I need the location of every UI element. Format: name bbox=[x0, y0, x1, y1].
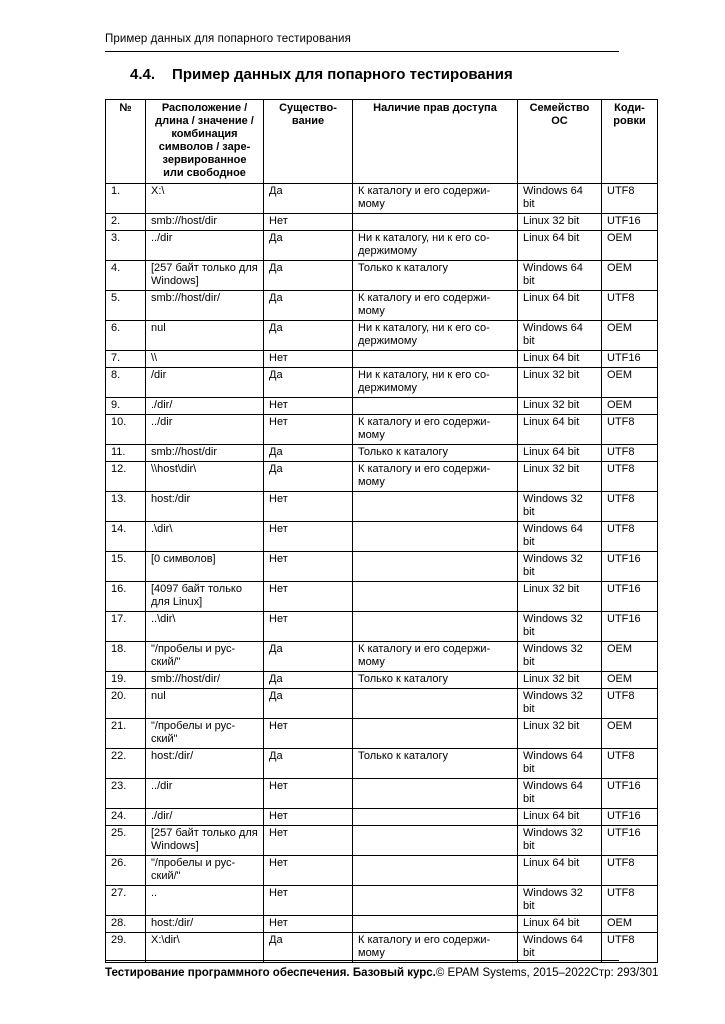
table-cell: Нет bbox=[264, 886, 353, 916]
table-cell: 21. bbox=[106, 719, 146, 749]
table-cell: Нет bbox=[264, 916, 353, 933]
table-cell: 7. bbox=[106, 351, 146, 368]
table-cell: Нет bbox=[264, 398, 353, 415]
table-cell bbox=[353, 522, 518, 552]
table-cell: 15. bbox=[106, 552, 146, 582]
table-cell bbox=[353, 856, 518, 886]
footer bbox=[105, 960, 659, 979]
table-cell: UTF16 bbox=[602, 214, 658, 231]
table-row bbox=[106, 826, 658, 856]
table-cell: К каталогу и его содержи-мому bbox=[353, 933, 518, 963]
table-cell: Windows 64 bit bbox=[518, 933, 602, 963]
table-cell: 4. bbox=[106, 261, 146, 291]
table-cell: Windows 32 bit bbox=[518, 886, 602, 916]
table-cell: Да bbox=[264, 749, 353, 779]
table-row bbox=[106, 719, 658, 749]
table-cell bbox=[353, 779, 518, 809]
table-cell bbox=[353, 719, 518, 749]
table-cell: К каталогу и его содержи-мому bbox=[353, 291, 518, 321]
table-header-cell-number: № bbox=[106, 100, 146, 184]
table-cell bbox=[353, 809, 518, 826]
table-cell: Да bbox=[264, 462, 353, 492]
table-cell: Windows 64 bit bbox=[518, 779, 602, 809]
table-cell: Да bbox=[264, 689, 353, 719]
table-row bbox=[106, 689, 658, 719]
section-number: 4.4. bbox=[130, 66, 156, 83]
table-cell: UTF16 bbox=[602, 582, 658, 612]
table-row bbox=[106, 933, 658, 963]
table-cell: OEM bbox=[602, 719, 658, 749]
table-cell: 22. bbox=[106, 749, 146, 779]
table-cell: Windows 32 bit bbox=[518, 552, 602, 582]
table-cell: smb://host/dir/ bbox=[146, 672, 264, 689]
table-row bbox=[106, 749, 658, 779]
table-cell: 28. bbox=[106, 916, 146, 933]
footer-course-title: Тестирование программного обеспечения. Базовый курс. bbox=[105, 967, 436, 979]
table-cell: Нет bbox=[264, 492, 353, 522]
table-cell: 12. bbox=[106, 462, 146, 492]
table-cell: Нет bbox=[264, 552, 353, 582]
table-cell: Windows 64 bit bbox=[518, 184, 602, 214]
footer-page-number: Стр: 293/301 bbox=[590, 967, 659, 979]
table-cell: Linux 32 bit bbox=[518, 672, 602, 689]
table-cell: Нет bbox=[264, 719, 353, 749]
table-cell: Да bbox=[264, 445, 353, 462]
table-row bbox=[106, 291, 658, 321]
table-cell: 25. bbox=[106, 826, 146, 856]
table-cell: Нет bbox=[264, 856, 353, 886]
table-cell: [257 байт только для Windows] bbox=[146, 826, 264, 856]
table-body bbox=[106, 184, 658, 963]
table-cell: Windows 64 bit bbox=[518, 749, 602, 779]
table-cell: К каталогу и его содержи-мому bbox=[353, 642, 518, 672]
table-cell: Нет bbox=[264, 809, 353, 826]
table-cell: Windows 64 bit bbox=[518, 522, 602, 552]
table-cell: Windows 32 bit bbox=[518, 642, 602, 672]
table-cell bbox=[353, 582, 518, 612]
table-cell: UTF8 bbox=[602, 749, 658, 779]
table-cell: Linux 64 bit bbox=[518, 445, 602, 462]
table-cell bbox=[353, 492, 518, 522]
table-cell: UTF8 bbox=[602, 291, 658, 321]
table-cell: [257 байт только для Windows] bbox=[146, 261, 264, 291]
table-row bbox=[106, 886, 658, 916]
table-cell: Только к каталогу bbox=[353, 445, 518, 462]
table-cell: 17. bbox=[106, 612, 146, 642]
table-cell: ../dir bbox=[146, 779, 264, 809]
table-cell: Да bbox=[264, 933, 353, 963]
table-cell: Нет bbox=[264, 522, 353, 552]
table-row bbox=[106, 321, 658, 351]
table-cell: Linux 64 bit bbox=[518, 809, 602, 826]
table-cell: 10. bbox=[106, 415, 146, 445]
table-cell: Linux 64 bit bbox=[518, 415, 602, 445]
table-cell: Нет bbox=[264, 351, 353, 368]
table-row bbox=[106, 462, 658, 492]
table-row bbox=[106, 184, 658, 214]
table-cell: Ни к каталогу, ни к его со-держимому bbox=[353, 368, 518, 398]
table-cell: 13. bbox=[106, 492, 146, 522]
table-cell: /dir bbox=[146, 368, 264, 398]
table-cell bbox=[353, 916, 518, 933]
table-cell: smb://host/dir bbox=[146, 214, 264, 231]
table-cell: ../dir bbox=[146, 415, 264, 445]
table-cell: host:/dir bbox=[146, 492, 264, 522]
table-cell: UTF16 bbox=[602, 552, 658, 582]
table-cell: .. bbox=[146, 886, 264, 916]
table-cell: Linux 32 bit bbox=[518, 462, 602, 492]
table-cell: \\ bbox=[146, 351, 264, 368]
footer-copyright: © EPAM Systems, 2015–2022 bbox=[435, 967, 591, 979]
table-row bbox=[106, 261, 658, 291]
header-rule bbox=[105, 51, 619, 52]
table-cell: ./dir/ bbox=[146, 398, 264, 415]
table-header-cell-existence: Существо-вание bbox=[264, 100, 353, 184]
table-cell: Нет bbox=[264, 779, 353, 809]
table-cell: 19. bbox=[106, 672, 146, 689]
table-cell: UTF8 bbox=[602, 856, 658, 886]
table-cell: 18. bbox=[106, 642, 146, 672]
table-cell: 23. bbox=[106, 779, 146, 809]
table-row bbox=[106, 916, 658, 933]
table-cell: Linux 32 bit bbox=[518, 582, 602, 612]
table-cell: Linux 64 bit bbox=[518, 916, 602, 933]
table-cell: OEM bbox=[602, 398, 658, 415]
table-cell: UTF8 bbox=[602, 462, 658, 492]
table-cell: К каталогу и его содержи-мому bbox=[353, 415, 518, 445]
table-cell: 9. bbox=[106, 398, 146, 415]
table-cell: host:/dir/ bbox=[146, 749, 264, 779]
table-cell: UTF8 bbox=[602, 492, 658, 522]
table-cell: OEM bbox=[602, 916, 658, 933]
table-cell bbox=[353, 826, 518, 856]
table-row bbox=[106, 672, 658, 689]
table-cell: "/пробелы и рус-ский" bbox=[146, 719, 264, 749]
table-cell: Нет bbox=[264, 582, 353, 612]
table-cell: nul bbox=[146, 689, 264, 719]
table-cell: UTF16 bbox=[602, 809, 658, 826]
table-row bbox=[106, 522, 658, 552]
table-cell: OEM bbox=[602, 642, 658, 672]
pairwise-data-table bbox=[105, 99, 658, 963]
table-cell: OEM bbox=[602, 672, 658, 689]
table-cell: Linux 64 bit bbox=[518, 856, 602, 886]
table-row bbox=[106, 415, 658, 445]
table-cell: smb://host/dir bbox=[146, 445, 264, 462]
table-cell: Linux 64 bit bbox=[518, 231, 602, 261]
table-row bbox=[106, 582, 658, 612]
table-cell: ../dir bbox=[146, 231, 264, 261]
table-row bbox=[106, 552, 658, 582]
table-cell: Нет bbox=[264, 415, 353, 445]
table-cell: Linux 32 bit bbox=[518, 398, 602, 415]
table-cell: Ни к каталогу, ни к его со-держимому bbox=[353, 231, 518, 261]
table-cell: [4097 байт только для Linux] bbox=[146, 582, 264, 612]
table-cell bbox=[353, 612, 518, 642]
footer-rule bbox=[105, 960, 619, 961]
table-cell: 16. bbox=[106, 582, 146, 612]
table-cell: UTF16 bbox=[602, 779, 658, 809]
table-cell: 6. bbox=[106, 321, 146, 351]
table-cell: Да bbox=[264, 291, 353, 321]
table-cell: 24. bbox=[106, 809, 146, 826]
table-row bbox=[106, 612, 658, 642]
table-cell: smb://host/dir/ bbox=[146, 291, 264, 321]
table-cell: OEM bbox=[602, 261, 658, 291]
table-cell: Linux 64 bit bbox=[518, 351, 602, 368]
table-cell: 14. bbox=[106, 522, 146, 552]
table-cell: Linux 64 bit bbox=[518, 291, 602, 321]
table-cell bbox=[353, 886, 518, 916]
table-cell: Windows 32 bit bbox=[518, 826, 602, 856]
table-cell: [0 символов] bbox=[146, 552, 264, 582]
table-cell: UTF8 bbox=[602, 886, 658, 916]
table-cell: UTF8 bbox=[602, 522, 658, 552]
table-cell: 1. bbox=[106, 184, 146, 214]
table-cell: 27. bbox=[106, 886, 146, 916]
table-cell: Нет bbox=[264, 214, 353, 231]
section-title bbox=[130, 66, 513, 83]
table-cell: Linux 32 bit bbox=[518, 719, 602, 749]
table-cell: Windows 32 bit bbox=[518, 689, 602, 719]
table-cell: UTF16 bbox=[602, 351, 658, 368]
table-cell: К каталогу и его содержи-мому bbox=[353, 462, 518, 492]
table-row bbox=[106, 231, 658, 261]
table-cell: OEM bbox=[602, 231, 658, 261]
table-header-cell-os-family: Семейство ОС bbox=[518, 100, 602, 184]
table-cell: Только к каталогу bbox=[353, 749, 518, 779]
table-row bbox=[106, 492, 658, 522]
table-cell: ./dir/ bbox=[146, 809, 264, 826]
table-row bbox=[106, 779, 658, 809]
table-cell: 5. bbox=[106, 291, 146, 321]
table-cell: Только к каталогу bbox=[353, 672, 518, 689]
section-title-text: Пример данных для попарного тестирования bbox=[172, 66, 513, 83]
table-cell: 3. bbox=[106, 231, 146, 261]
table-row bbox=[106, 809, 658, 826]
table-cell: ..\dir\ bbox=[146, 612, 264, 642]
table-cell: .\dir\ bbox=[146, 522, 264, 552]
table-cell: Да bbox=[264, 321, 353, 351]
table-row bbox=[106, 351, 658, 368]
table-cell: Linux 32 bit bbox=[518, 368, 602, 398]
table-cell: UTF8 bbox=[602, 445, 658, 462]
table-cell: К каталогу и его содержи-мому bbox=[353, 184, 518, 214]
table-cell: 26. bbox=[106, 856, 146, 886]
table-cell bbox=[353, 398, 518, 415]
table-cell: "/пробелы и рус-ский/" bbox=[146, 856, 264, 886]
table-row bbox=[106, 445, 658, 462]
table-cell: Windows 64 bit bbox=[518, 321, 602, 351]
table-cell: Нет bbox=[264, 612, 353, 642]
table-cell: Да bbox=[264, 672, 353, 689]
table-cell: UTF8 bbox=[602, 933, 658, 963]
table-cell: 2. bbox=[106, 214, 146, 231]
table-cell: Ни к каталогу, ни к его со-держимому bbox=[353, 321, 518, 351]
table-cell: UTF8 bbox=[602, 184, 658, 214]
table-cell: Windows 32 bit bbox=[518, 492, 602, 522]
running-header: Пример данных для попарного тестирования bbox=[105, 33, 351, 45]
table-cell: Да bbox=[264, 261, 353, 291]
table-cell: Только к каталогу bbox=[353, 261, 518, 291]
table-cell bbox=[353, 351, 518, 368]
table-row bbox=[106, 398, 658, 415]
table-header-row bbox=[106, 100, 658, 184]
table-cell bbox=[353, 214, 518, 231]
table-cell: X:\ bbox=[146, 184, 264, 214]
table-cell: Да bbox=[264, 368, 353, 398]
table-cell: OEM bbox=[602, 368, 658, 398]
table-cell: Да bbox=[264, 642, 353, 672]
table-header-cell-access: Наличие прав доступа bbox=[353, 100, 518, 184]
table-cell: Да bbox=[264, 184, 353, 214]
table-cell bbox=[353, 552, 518, 582]
table-cell: 11. bbox=[106, 445, 146, 462]
table-cell: Windows 32 bit bbox=[518, 612, 602, 642]
table-cell: UTF8 bbox=[602, 415, 658, 445]
table-cell: Да bbox=[264, 231, 353, 261]
table-cell bbox=[353, 689, 518, 719]
table-cell: 20. bbox=[106, 689, 146, 719]
table-cell: 29. bbox=[106, 933, 146, 963]
table-cell: host:/dir/ bbox=[146, 916, 264, 933]
table-cell: UTF16 bbox=[602, 612, 658, 642]
table-row bbox=[106, 214, 658, 231]
table-header-cell-encoding: Коди-ровки bbox=[602, 100, 658, 184]
table-header-cell-location: Расположение / длина / значение / комбинация символов / заре-зервированное или свободное bbox=[146, 100, 264, 184]
table-cell: X:\dir\ bbox=[146, 933, 264, 963]
table-cell: UTF8 bbox=[602, 689, 658, 719]
table-cell: Нет bbox=[264, 826, 353, 856]
table-cell: UTF16 bbox=[602, 826, 658, 856]
table-cell: OEM bbox=[602, 321, 658, 351]
table-row bbox=[106, 856, 658, 886]
table-cell: nul bbox=[146, 321, 264, 351]
table-row bbox=[106, 368, 658, 398]
table-cell: 8. bbox=[106, 368, 146, 398]
table-cell: Windows 64 bit bbox=[518, 261, 602, 291]
table-row bbox=[106, 642, 658, 672]
table-cell: \\host\dir\ bbox=[146, 462, 264, 492]
table-cell: "/пробелы и рус-ский/" bbox=[146, 642, 264, 672]
table-cell: Linux 32 bit bbox=[518, 214, 602, 231]
